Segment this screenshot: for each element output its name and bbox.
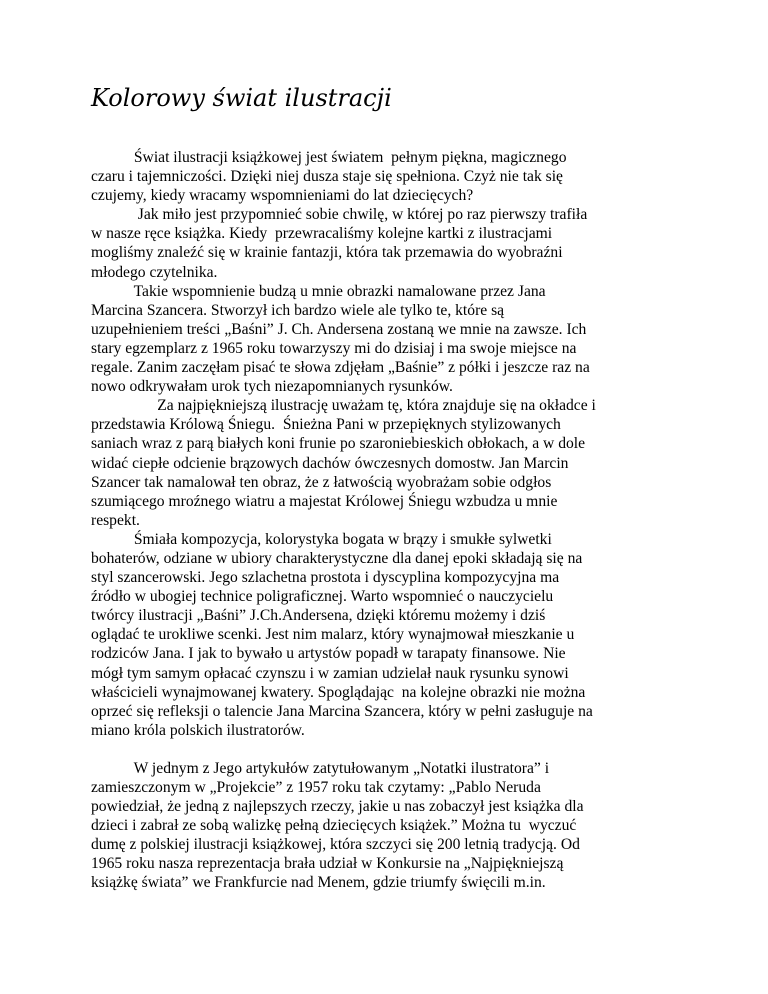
text-line: regale. Zanim zaczęłam pisać te słowa zdjęłam „Baśnie” z półki i jeszcze raz na [91,359,590,377]
text-line: nowo odkrywałam urok tych niezapomnianych rysunków. [91,378,453,396]
text-line: bohaterów, odziane w ubiory charakterystyczne dla danej epoki składają się na [91,549,583,567]
text-line: styl szancerowski. Jego szlachetna prostota i dyscyplina kompozycyjna ma [91,569,560,587]
text-line: dumę z polskiej ilustracji książkowej, która szczyci się 200 letnią tradycją. Od [91,836,580,854]
text-line: przedstawia Królową Śniegu. Śnieżna Pani w przepięknych stylizowanych [91,416,561,434]
text-line: mógł tym samym opłacać czynszu i w zamian udzielał nauk rysunku synowi [91,664,569,682]
text-line: czaru i tajemniczości. Dzięki niej dusza staje się spełniona. Czyż nie tak się [91,168,563,186]
text-line: źródło w ubogiej technice poligraficznej. Warto wspomnieć o nauczycielu [91,588,554,606]
text-line: oprzeć się refleksji o talencie Jana Marcina Szancera, który w pełni zasługuje na [91,702,593,720]
text-line: respekt. [91,511,140,529]
text-line: zamieszczonym w „Projekcie” z 1957 roku tak czytamy: „Pablo Neruda [91,779,541,796]
text-line: miano króla polskich ilustratorów. [91,721,305,739]
text-line: uzupełnieniem treści „Baśni” J. Ch. Andersena zostaną we mnie na zawsze. Ich [91,320,587,338]
text-line: rodziców Jana. I jak to bywało u artystów popadł w tarapaty finansowe. Nie [91,645,566,663]
text-line: Za najpiękniejszą ilustrację uważam tę, która znajduje się na okładce i [91,397,596,415]
document-body [91,148,691,893]
text-line: saniach wraz z parą białych koni frunie po szaroniebieskich obłokach, a w dole [91,435,586,453]
text-line: dzieci i zabrał ze sobą walizkę pełną dziecięcych książek.” Można tu wyczuć [91,817,577,835]
text-line: mogliśmy znaleźć się w krainie fantazji, która tak przemawia do wyobraźni [91,244,563,262]
text-line: twórcy ilustracji „Baśni” J.Ch.Andersena, dzięki któremu możemy i dziś [91,607,546,625]
text-line: oglądać te urokliwe scenki. Jest nim malarz, który wynajmował mieszkanie u [91,626,575,644]
text-line: szumiącego mroźnego wiatru a majestat Królowej Śniegu wzbudza u mnie [91,492,558,510]
text-line: W jednym z Jego artykułów zatytułowanym „Notatki ilustratora” i [91,759,550,777]
text-line: właścicieli wynajmowanej kwatery. Spoglądając na kolejne obrazki nie można [91,683,586,701]
text-line: Świat ilustracji książkowej jest światem pełnym piękna, magicznego [91,149,567,166]
paragraph-gap [91,740,691,759]
text-line: Jak miło jest przypomnieć sobie chwilę, w której po raz pierwszy trafiła [91,206,588,224]
text-line: Szancer tak namalował ten obraz, że z łatwością wyobrażam sobie odgłos [91,473,552,491]
text-line: 1965 roku nasza reprezentacja brała udział w Konkursie na „Najpiękniejszą [91,855,564,873]
text-line: Takie wspomnienie budzą u mnie obrazki namalowane przez Jana [91,282,546,300]
text-line: Śmiała kompozycja, kolorystyka bogata w brązy i smukłe sylwetki [91,530,552,548]
text-line: książkę świata” we Frankfurcie nad Menem, gdzie triumfy święcili m.in. [91,874,546,892]
text-line: czujemy, kiedy wracamy wspomnieniami do lat dziecięcych? [91,187,474,205]
document-title: Kolorowy świat ilustracji [91,84,392,112]
text-line: widać ciepłe odcienie brązowych dachów ówczesnych domostw. Jan Marcin [91,454,569,472]
text-line: w nasze ręce książka. Kiedy przewracaliśmy kolejne kartki z ilustracjami [91,225,553,243]
text-line: Marcina Szancera. Stworzył ich bardzo wiele ale tylko te, które są [91,301,505,319]
text-line: młodego czytelnika. [91,263,218,281]
text-line: stary egzemplarz z 1965 roku towarzyszy mi do dzisiaj i ma swoje miejsce na [91,339,577,357]
text-line: powiedział, że jedną z najlepszych rzeczy, jakie u nas zobaczył jest książka dla [91,798,584,816]
